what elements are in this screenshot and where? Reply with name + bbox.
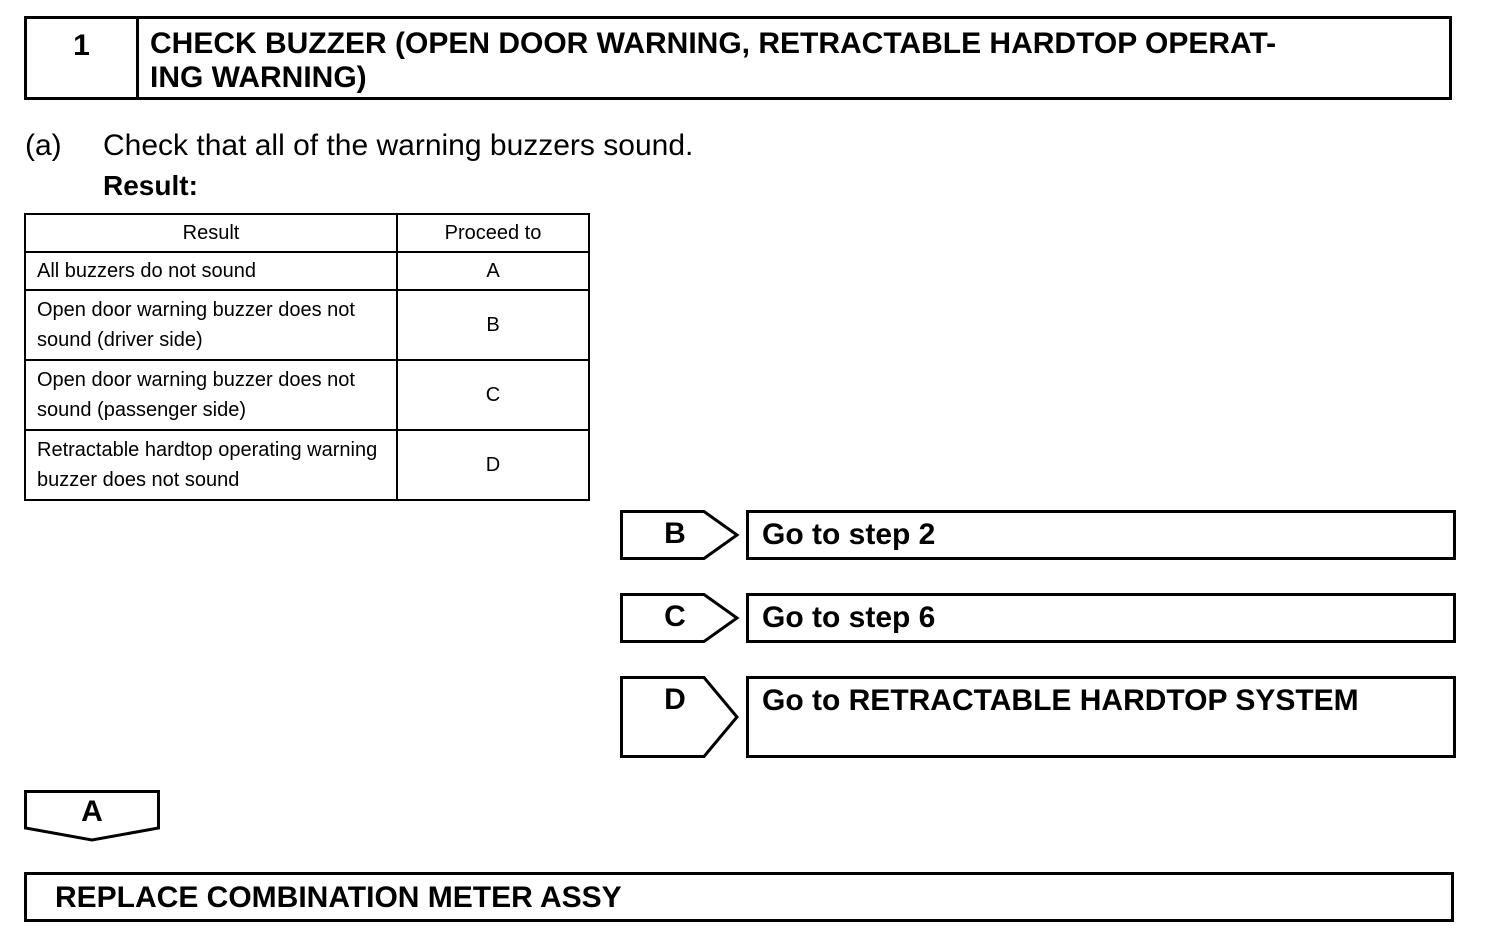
main-path-letter: A <box>81 795 103 828</box>
proceed-cell: D <box>397 430 589 500</box>
table-row <box>25 430 589 500</box>
branch-destination: Go to step 6 <box>746 593 1456 643</box>
table-header-row <box>25 214 589 252</box>
result-cell: Retractable hardtop operating warning buzzer does not sound <box>25 430 397 500</box>
instruction-text: Check that all of the warning buzzers sound. <box>103 129 694 162</box>
result-table <box>24 213 590 501</box>
header-result: Result <box>25 214 397 252</box>
table-row <box>25 360 589 430</box>
table-row <box>25 290 589 360</box>
main-path-tab <box>24 790 160 847</box>
result-cell: Open door warning buzzer does not sound (passenger side) <box>25 360 397 430</box>
proceed-cell: A <box>397 252 589 290</box>
result-cell: All buzzers do not sound <box>25 252 397 290</box>
branch-letter: B <box>664 517 686 550</box>
header-proceed-to: Proceed to <box>397 214 589 252</box>
proceed-cell: C <box>397 360 589 430</box>
branch-c <box>620 593 1456 643</box>
branch-letter: D <box>664 683 686 716</box>
step-number: 1 <box>27 19 139 97</box>
result-label: Result: <box>103 170 198 201</box>
instruction-marker: (a) <box>25 129 62 162</box>
branch-b <box>620 510 1456 560</box>
branch-destination: Go to step 2 <box>746 510 1456 560</box>
branch-d <box>620 676 1456 758</box>
branch-destination: Go to RETRACTABLE HARDTOP SYSTEM <box>746 676 1456 758</box>
branch-letter: C <box>664 600 686 633</box>
result-cell: Open door warning buzzer does not sound (driver side) <box>25 290 397 360</box>
step-header <box>24 16 1452 100</box>
table-row <box>25 252 589 290</box>
final-action: REPLACE COMBINATION METER ASSY <box>24 872 1454 922</box>
proceed-cell: B <box>397 290 589 360</box>
step-title: CHECK BUZZER (OPEN DOOR WARNING, RETRACTABLE HARDTOP OPERAT- ING WARNING) <box>150 27 1277 94</box>
